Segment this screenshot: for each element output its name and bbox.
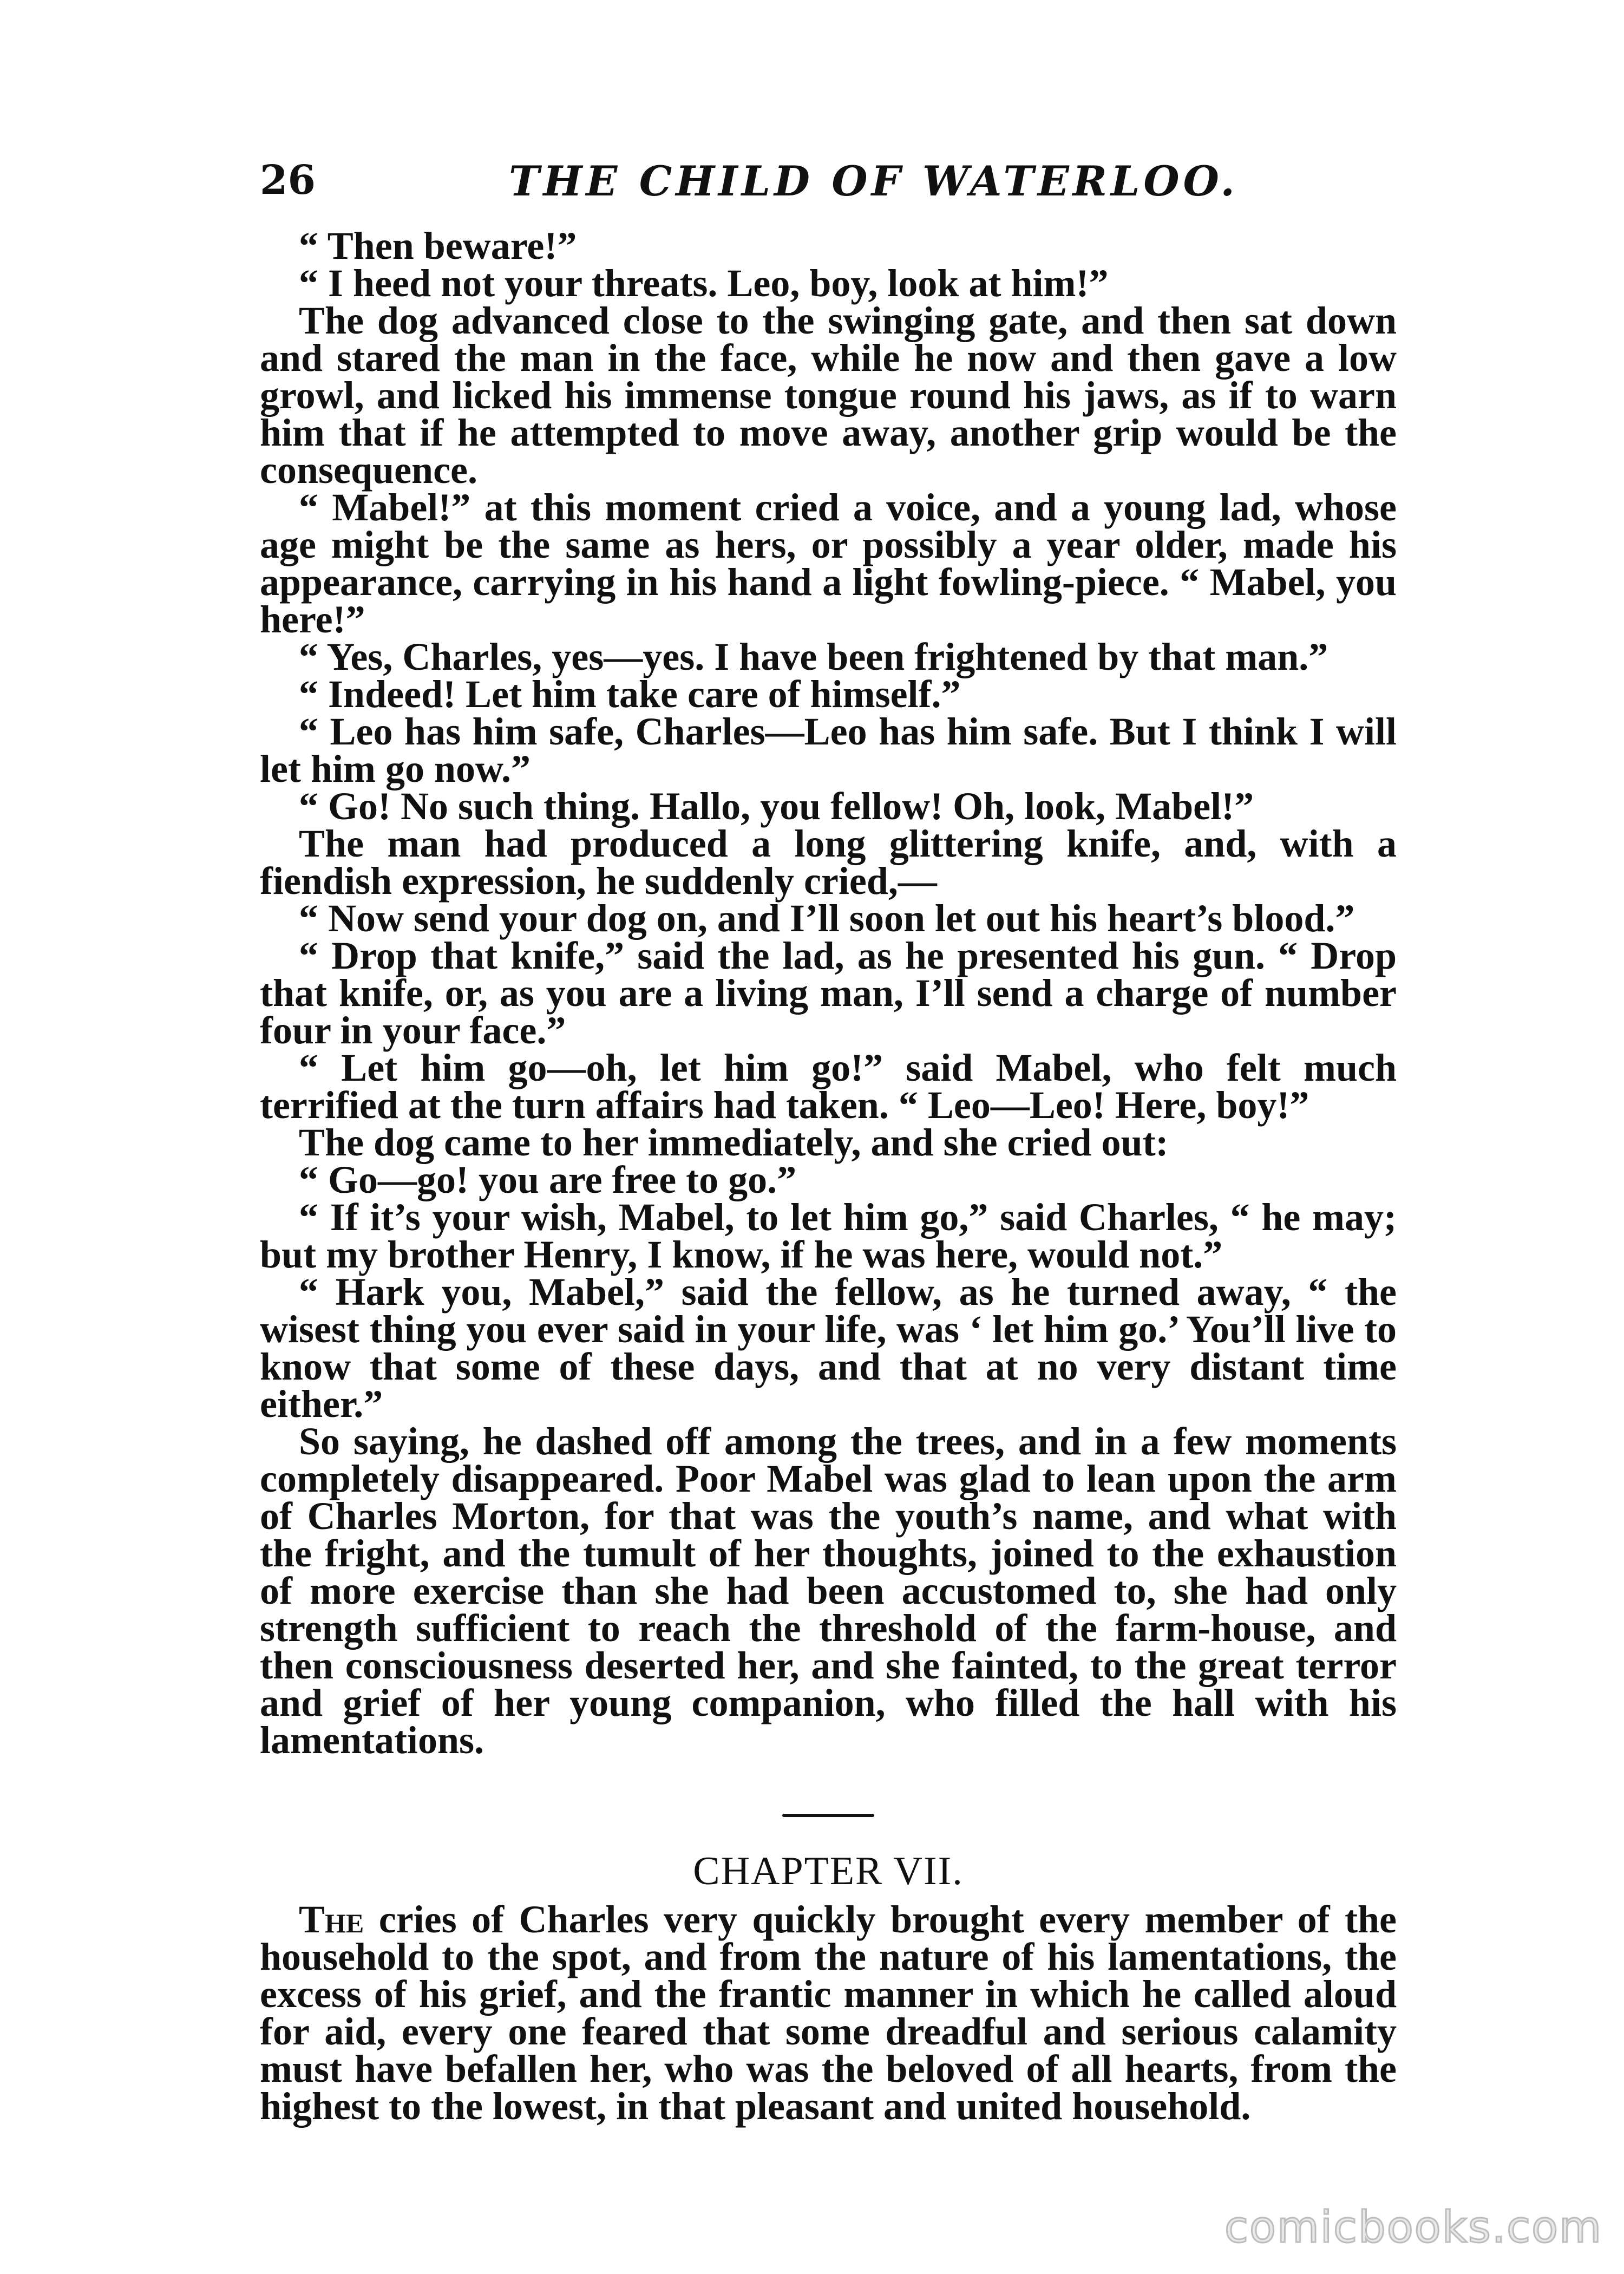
paragraph: “ Go—go! you are free to go.” bbox=[299, 1158, 797, 1201]
chapter-section bbox=[260, 1814, 1397, 2128]
paragraph: “ If it’s your wish, Mabel, to let him go,” said Charles, “ he may; but my brother Henry, I know, if he was here, would not.” bbox=[260, 1195, 1397, 1276]
chapter-lead-word: The bbox=[299, 1898, 364, 1941]
paragraph: “ Go! No such thing. Hallo, you fellow! Oh, look, Mabel!” bbox=[299, 785, 1254, 828]
paragraph: “ Drop that knife,” said the lad, as he presented his gun. “ Drop that knife, or, as you are a living man, I’ll send a charge of number four in your face.” bbox=[260, 934, 1397, 1052]
paragraph: So saying, he dashed off among the trees, and in a few moments completely disappeared. Poor Mabel was glad to lean upon the arm of Charles Morton, for that was the youth’s name, and what with the fright, and the tumult of her thoughts, joined to the exhaustion of more exercise than she had been accustomed to, she had only strength sufficient to reach the threshold of the farm-house, and then consciousness deserted her, and she fainted, to the great terror and grief of her young companion, who filled the hall with his lamentations. bbox=[260, 1420, 1397, 1762]
page-number: 26 bbox=[260, 157, 316, 204]
site-watermark: comicbooks.com bbox=[1224, 2202, 1602, 2252]
paragraph: “ Yes, Charles, yes—yes. I have been frightened by that man.” bbox=[299, 635, 1328, 678]
chapter-body: cries of Charles very quickly brought every member of the household to the spot, and from the nature of his lamentations, the excess of his grief, and the frantic manner in which he called aloud for aid, every one feared that some dreadful and serious calamity must have befallen her, who was the beloved of all hearts, from the highest to the lowest, in that pleasant and united household. bbox=[260, 1898, 1397, 2128]
paragraph: The man had produced a long glittering knife, and, with a fiendish expression, he suddenly cried,— bbox=[260, 822, 1397, 903]
paragraph: “ Leo has him safe, Charles—Leo has him safe. But I think I will let him go now.” bbox=[260, 710, 1397, 790]
paragraph: “ Then beware!” bbox=[299, 224, 577, 267]
paragraph: “ Indeed! Let him take care of himself.” bbox=[299, 672, 961, 716]
chapter-heading: CHAPTER VII. bbox=[693, 1849, 964, 1893]
running-title: THE CHILD OF WATERLOO. bbox=[509, 157, 1239, 205]
page-header bbox=[260, 157, 1397, 206]
paragraph: “ Mabel!” at this moment cried a voice, and a young lad, whose age might be the same as hers, or possibly a year older, made his appearance, carrying in his hand a light fowling-piece. “ Mabel, you here!” bbox=[260, 486, 1397, 641]
paragraph: The dog advanced close to the swinging gate, and then sat down and stared the man in the face, while he now and then gave a low growl, and licked his immense tongue round his jaws, as if to warn him that if he attempted to move away, another grip would be the consequence. bbox=[260, 299, 1397, 492]
paragraph: “ Let him go—oh, let him go!” said Mabel, who felt much terrified at the turn affairs had taken. “ Leo—Leo! Here, boy!” bbox=[260, 1046, 1397, 1127]
paragraph: “ I heed not your threats. Leo, boy, look at him!” bbox=[299, 262, 1109, 305]
paragraph: “ Hark you, Mabel,” said the fellow, as he turned away, “ the wisest thing you ever said in your life, was ‘ let him go.’ You’ll live to know that some of these days, and that at no very distant time either.” bbox=[260, 1270, 1397, 1426]
chapter-paragraph bbox=[260, 1898, 1397, 2128]
section-divider bbox=[782, 1814, 874, 1817]
paragraph: The dog came to her immediately, and she cried out: bbox=[299, 1121, 1169, 1164]
paragraph: “ Now send your dog on, and I’ll soon let out his heart’s blood.” bbox=[299, 897, 1355, 940]
body-text bbox=[260, 224, 1397, 1762]
